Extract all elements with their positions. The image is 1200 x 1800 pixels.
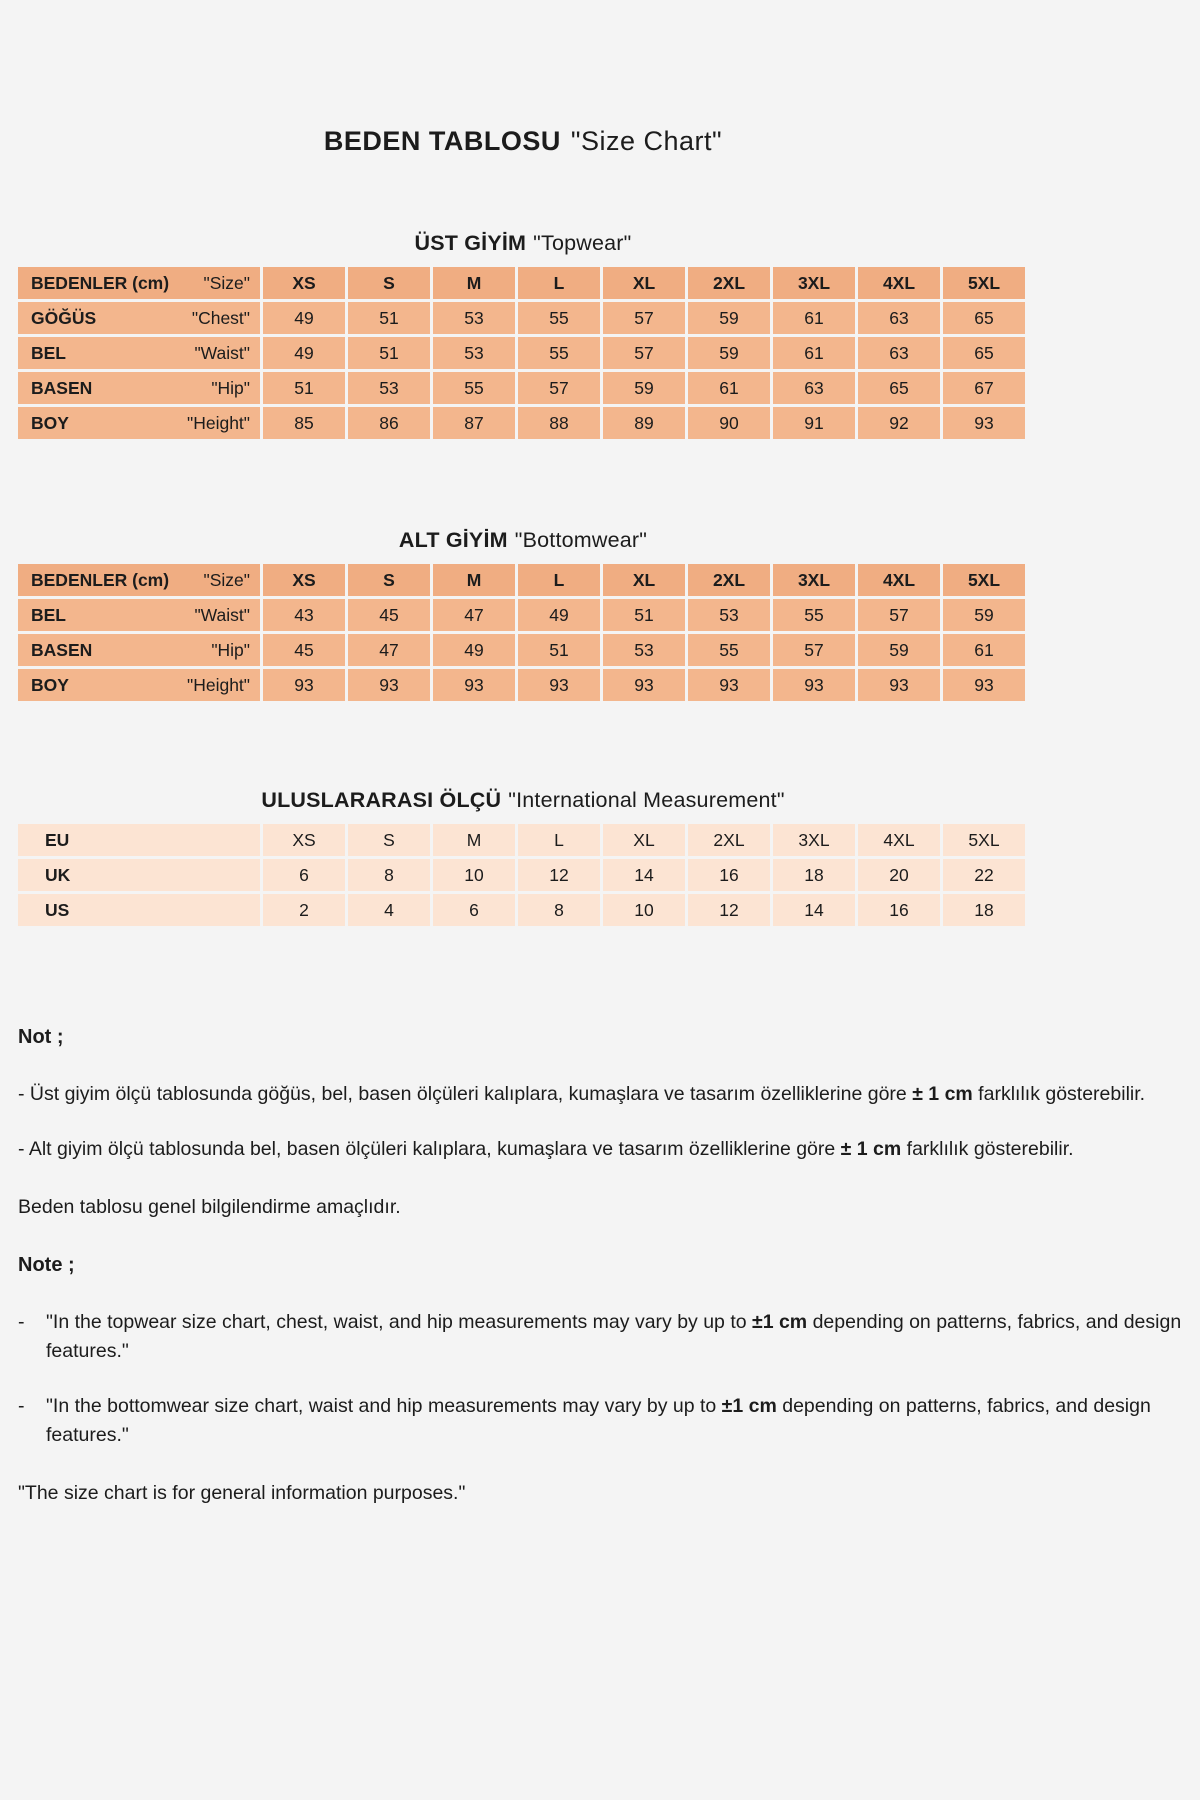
table-row-height (18, 669, 1025, 701)
bullet-text (46, 1392, 1186, 1450)
size-header-cell: 2XL (688, 267, 770, 299)
value-cell: 47 (348, 634, 430, 666)
value-cell: 49 (263, 302, 345, 334)
value-cell: 16 (688, 859, 770, 891)
table-row-eu (18, 824, 1025, 856)
row-label-en: "Height" (186, 412, 250, 433)
value-cell: XL (603, 824, 685, 856)
value-cell: 5XL (943, 824, 1025, 856)
table-row-waist (18, 599, 1025, 631)
value-cell: 8 (348, 859, 430, 891)
value-cell: 55 (518, 302, 600, 334)
size-header-cell: S (348, 267, 430, 299)
bullet-dash: - (18, 1310, 25, 1333)
row-label-tr: BOY (31, 412, 69, 433)
header-label-tr: BEDENLER (cm) (31, 569, 170, 590)
note-bullet-topwear-en (18, 1308, 1186, 1366)
row-label-tr: GÖĞÜS (31, 307, 97, 328)
row-label-cell (18, 407, 260, 439)
size-header-cell: 4XL (858, 267, 940, 299)
header-label-cell (18, 267, 260, 299)
row-label-en: "Hip" (211, 377, 250, 398)
table-row-hip (18, 634, 1025, 666)
note-text: - Alt giyim ölçü tablosunda bel, basen ölçüleri kalıplara, kumaşlara ve tasarım özelliklerine göre (18, 1138, 841, 1161)
notes-section (18, 1023, 1186, 1508)
value-cell: 61 (773, 337, 855, 369)
value-cell: 45 (348, 599, 430, 631)
row-label-tr: BOY (31, 674, 69, 695)
note-text: depending on patterns, fabrics, and design features." (46, 1395, 1151, 1447)
value-cell: XS (263, 824, 345, 856)
row-label-cell (18, 372, 260, 404)
note-bold-text: ±1 cm (721, 1395, 777, 1418)
value-cell: 63 (773, 372, 855, 404)
size-header-cell: L (518, 564, 600, 596)
value-cell: 51 (518, 634, 600, 666)
row-label: UK (45, 864, 71, 885)
row-label-en: "Height" (186, 674, 250, 695)
value-cell: L (518, 824, 600, 856)
value-cell: 45 (263, 634, 345, 666)
value-cell: 55 (773, 599, 855, 631)
topwear-heading-sub: "Topwear" (533, 231, 632, 255)
value-cell: 55 (433, 372, 515, 404)
size-header-cell: L (518, 267, 600, 299)
note-text: "In the bottomwear size chart, waist and hip measurements may vary by up to (46, 1395, 722, 1418)
row-label-cell (18, 859, 260, 891)
row-label-cell (18, 302, 260, 334)
note-footer-tr: Beden tablosu genel bilgilendirme amaçlıdır. (18, 1196, 401, 1219)
value-cell: 16 (858, 894, 940, 926)
value-cell: 53 (433, 337, 515, 369)
table-row-hip (18, 372, 1025, 404)
value-cell: 65 (943, 337, 1025, 369)
table-row-chest (18, 302, 1025, 334)
note-text: "In the topwear size chart, chest, waist, and hip measurements may vary by up to (46, 1310, 752, 1333)
row-label-en: "Waist" (194, 342, 250, 363)
value-cell: 3XL (773, 824, 855, 856)
table-row-us (18, 894, 1025, 926)
value-cell: 93 (518, 669, 600, 701)
value-cell: 6 (433, 894, 515, 926)
size-header-cell: 5XL (943, 267, 1025, 299)
international-heading-sub: "International Measurement" (508, 788, 785, 812)
bottomwear-heading-main: ALT GİYİM (398, 528, 508, 552)
bullet-text (46, 1308, 1186, 1366)
note-bullet-bottomwear-en (18, 1392, 1186, 1450)
value-cell: 57 (518, 372, 600, 404)
value-cell: 49 (518, 599, 600, 631)
row-label-cell (18, 824, 260, 856)
table-row-height (18, 407, 1025, 439)
size-header-cell: 2XL (688, 564, 770, 596)
note-footer-en: "The size chart is for general information purposes." (18, 1482, 466, 1505)
size-header-cell: XL (603, 564, 685, 596)
row-label-en: "Hip" (211, 639, 250, 660)
international-heading-main: ULUSLARARASI ÖLÇÜ (261, 788, 502, 812)
value-cell: 67 (943, 372, 1025, 404)
note-text: farklılık gösterebilir. (901, 1138, 1074, 1161)
value-cell: 4XL (858, 824, 940, 856)
value-cell: 4 (348, 894, 430, 926)
value-cell: 93 (858, 669, 940, 701)
size-header-cell: XL (603, 267, 685, 299)
value-cell: 8 (518, 894, 600, 926)
international-table (15, 821, 1028, 929)
value-cell: 61 (773, 302, 855, 334)
value-cell: 53 (433, 302, 515, 334)
value-cell: 10 (433, 859, 515, 891)
note-text: depending on patterns, fabrics, and design features." (46, 1310, 1182, 1362)
value-cell: 57 (858, 599, 940, 631)
table-row-uk (18, 859, 1025, 891)
topwear-heading (0, 231, 1046, 256)
row-label-cell (18, 337, 260, 369)
page-title-main: BEDEN TABLOSU (323, 126, 561, 156)
note-bold-text: ± 1 cm (840, 1138, 902, 1161)
value-cell: 51 (603, 599, 685, 631)
value-cell: 18 (943, 894, 1025, 926)
value-cell: 93 (263, 669, 345, 701)
value-cell: 43 (263, 599, 345, 631)
value-cell: 91 (773, 407, 855, 439)
value-cell: 88 (518, 407, 600, 439)
row-label-tr: BASEN (31, 639, 93, 660)
value-cell: 53 (348, 372, 430, 404)
value-cell: 22 (943, 859, 1025, 891)
table-row-waist (18, 337, 1025, 369)
note-title-en: Note ; (18, 1254, 75, 1277)
header-label-en: "Size" (203, 272, 250, 293)
header-label-cell (18, 564, 260, 596)
international-heading (0, 788, 1046, 813)
size-header-cell: 5XL (943, 564, 1025, 596)
bottomwear-heading (0, 528, 1046, 553)
row-label: US (45, 899, 70, 920)
value-cell: 59 (688, 302, 770, 334)
row-label-tr: BEL (31, 342, 66, 363)
value-cell: 14 (603, 859, 685, 891)
value-cell: 93 (943, 669, 1025, 701)
note-bold-text: ±1 cm (752, 1310, 808, 1333)
value-cell: 93 (773, 669, 855, 701)
size-header-cell: 3XL (773, 564, 855, 596)
value-cell: 63 (858, 302, 940, 334)
value-cell: 55 (518, 337, 600, 369)
size-header-cell: S (348, 564, 430, 596)
value-cell: 86 (348, 407, 430, 439)
note-text: - Üst giyim ölçü tablosunda göğüs, bel, basen ölçüleri kalıplara, kumaşlara ve tasarım özelliklerine göre (18, 1082, 913, 1105)
value-cell: 57 (603, 302, 685, 334)
row-label-en: "Waist" (194, 604, 250, 625)
bottomwear-table (15, 561, 1028, 704)
bottomwear-heading-sub: "Bottomwear" (514, 528, 648, 552)
value-cell: 12 (518, 859, 600, 891)
value-cell: 55 (688, 634, 770, 666)
page-title (0, 0, 1046, 157)
row-label-cell (18, 894, 260, 926)
size-header-cell: 4XL (858, 564, 940, 596)
table-header-row (18, 267, 1025, 299)
value-cell: 51 (263, 372, 345, 404)
value-cell: 49 (433, 634, 515, 666)
value-cell: 92 (858, 407, 940, 439)
value-cell: 59 (688, 337, 770, 369)
page-title-sub: "Size Chart" (570, 126, 723, 156)
value-cell: 93 (688, 669, 770, 701)
value-cell: 63 (858, 337, 940, 369)
row-label-en: "Chest" (191, 307, 250, 328)
value-cell: 93 (433, 669, 515, 701)
value-cell: 57 (603, 337, 685, 369)
value-cell: 18 (773, 859, 855, 891)
value-cell: 14 (773, 894, 855, 926)
row-label-tr: BASEN (31, 377, 93, 398)
value-cell: 90 (688, 407, 770, 439)
value-cell: 10 (603, 894, 685, 926)
value-cell: 61 (688, 372, 770, 404)
row-label-cell (18, 599, 260, 631)
value-cell: 49 (263, 337, 345, 369)
note-paragraph-topwear-tr (18, 1080, 1186, 1109)
topwear-table (15, 264, 1028, 442)
row-label-cell (18, 634, 260, 666)
value-cell: 87 (433, 407, 515, 439)
value-cell: 61 (943, 634, 1025, 666)
value-cell: S (348, 824, 430, 856)
value-cell: 65 (943, 302, 1025, 334)
table-header-row (18, 564, 1025, 596)
value-cell: 85 (263, 407, 345, 439)
value-cell: 51 (348, 337, 430, 369)
value-cell: 93 (603, 669, 685, 701)
value-cell: 59 (603, 372, 685, 404)
value-cell: 53 (603, 634, 685, 666)
value-cell: 20 (858, 859, 940, 891)
size-header-cell: M (433, 267, 515, 299)
value-cell: 93 (348, 669, 430, 701)
header-label-en: "Size" (203, 569, 250, 590)
value-cell: 59 (943, 599, 1025, 631)
value-cell: M (433, 824, 515, 856)
value-cell: 2 (263, 894, 345, 926)
value-cell: 12 (688, 894, 770, 926)
row-label: EU (45, 829, 70, 850)
value-cell: 57 (773, 634, 855, 666)
row-label-tr: BEL (31, 604, 66, 625)
size-header-cell: 3XL (773, 267, 855, 299)
note-paragraph-bottomwear-tr (18, 1135, 1186, 1164)
value-cell: 93 (943, 407, 1025, 439)
value-cell: 6 (263, 859, 345, 891)
bullet-dash: - (18, 1395, 25, 1418)
size-header-cell: M (433, 564, 515, 596)
value-cell: 65 (858, 372, 940, 404)
size-header-cell: XS (263, 564, 345, 596)
row-label-cell (18, 669, 260, 701)
note-text: farklılık gösterebilir. (972, 1082, 1146, 1105)
topwear-heading-main: ÜST GİYİM (414, 231, 527, 255)
value-cell: 89 (603, 407, 685, 439)
value-cell: 53 (688, 599, 770, 631)
note-bold-text: ± 1 cm (912, 1082, 973, 1105)
value-cell: 59 (858, 634, 940, 666)
value-cell: 47 (433, 599, 515, 631)
value-cell: 2XL (688, 824, 770, 856)
value-cell: 51 (348, 302, 430, 334)
size-header-cell: XS (263, 267, 345, 299)
note-title-tr: Not ; (18, 1026, 64, 1048)
header-label-tr: BEDENLER (cm) (31, 272, 170, 293)
